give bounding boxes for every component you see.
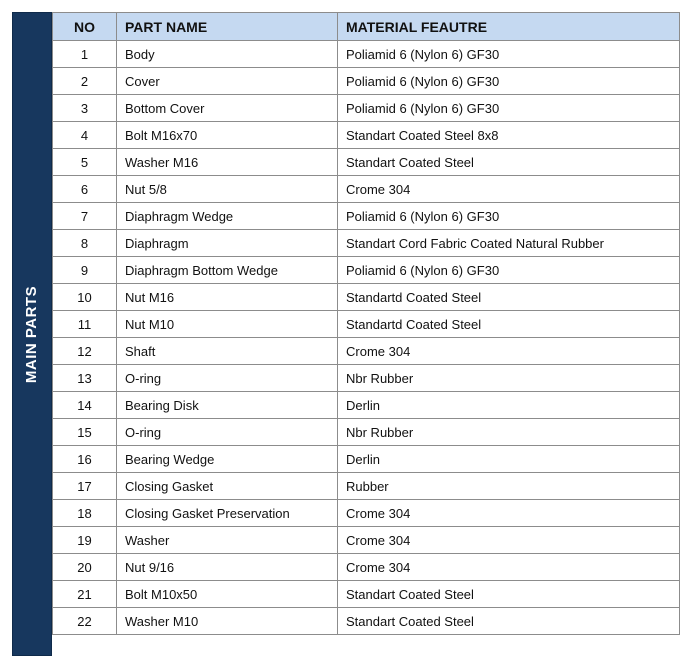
table-row [53, 473, 680, 500]
table-row [53, 338, 680, 365]
cell-part-name: Closing Gasket [117, 473, 338, 500]
table-row [53, 149, 680, 176]
parts-table [52, 12, 680, 635]
cell-material: Poliamid 6 (Nylon 6) GF30 [338, 95, 680, 122]
table-row [53, 68, 680, 95]
cell-material: Poliamid 6 (Nylon 6) GF30 [338, 257, 680, 284]
cell-no: 19 [53, 527, 117, 554]
cell-no: 1 [53, 41, 117, 68]
table-header-row [53, 13, 680, 41]
cell-part-name: O-ring [117, 419, 338, 446]
cell-material: Standart Coated Steel [338, 581, 680, 608]
cell-material: Poliamid 6 (Nylon 6) GF30 [338, 203, 680, 230]
cell-no: 21 [53, 581, 117, 608]
cell-no: 18 [53, 500, 117, 527]
cell-part-name: Diaphragm [117, 230, 338, 257]
section-sidebar [12, 12, 52, 656]
table-row [53, 608, 680, 635]
table-body [53, 41, 680, 635]
cell-part-name: Cover [117, 68, 338, 95]
cell-part-name: Washer M10 [117, 608, 338, 635]
cell-material: Standart Cord Fabric Coated Natural Rubber [338, 230, 680, 257]
table-row [53, 95, 680, 122]
table-row [53, 122, 680, 149]
table-row [53, 419, 680, 446]
table-row [53, 392, 680, 419]
table-row [53, 581, 680, 608]
cell-part-name: Bolt M10x50 [117, 581, 338, 608]
cell-part-name: Bottom Cover [117, 95, 338, 122]
cell-part-name: Diaphragm Bottom Wedge [117, 257, 338, 284]
cell-material: Crome 304 [338, 176, 680, 203]
cell-material: Crome 304 [338, 527, 680, 554]
cell-no: 2 [53, 68, 117, 95]
cell-no: 3 [53, 95, 117, 122]
cell-material: Crome 304 [338, 500, 680, 527]
cell-no: 22 [53, 608, 117, 635]
cell-no: 16 [53, 446, 117, 473]
cell-part-name: Washer M16 [117, 149, 338, 176]
cell-part-name: Body [117, 41, 338, 68]
cell-material: Poliamid 6 (Nylon 6) GF30 [338, 41, 680, 68]
table-row [53, 527, 680, 554]
cell-material: Poliamid 6 (Nylon 6) GF30 [338, 68, 680, 95]
cell-no: 11 [53, 311, 117, 338]
cell-material: Nbr Rubber [338, 365, 680, 392]
cell-part-name: Nut 5/8 [117, 176, 338, 203]
cell-part-name: Nut M10 [117, 311, 338, 338]
cell-part-name: Bolt M16x70 [117, 122, 338, 149]
header-part-name: PART NAME [117, 13, 338, 41]
cell-material: Derlin [338, 392, 680, 419]
cell-no: 5 [53, 149, 117, 176]
table-row [53, 554, 680, 581]
cell-part-name: Nut 9/16 [117, 554, 338, 581]
cell-material: Derlin [338, 446, 680, 473]
cell-material: Standartd Coated Steel [338, 311, 680, 338]
cell-material: Crome 304 [338, 338, 680, 365]
table-row [53, 203, 680, 230]
cell-part-name: Bearing Disk [117, 392, 338, 419]
cell-part-name: Bearing Wedge [117, 446, 338, 473]
table-row [53, 41, 680, 68]
cell-material: Nbr Rubber [338, 419, 680, 446]
table-row [53, 500, 680, 527]
cell-material: Standart Coated Steel 8x8 [338, 122, 680, 149]
cell-material: Standart Coated Steel [338, 608, 680, 635]
cell-no: 17 [53, 473, 117, 500]
cell-no: 10 [53, 284, 117, 311]
cell-part-name: O-ring [117, 365, 338, 392]
cell-no: 20 [53, 554, 117, 581]
cell-material: Rubber [338, 473, 680, 500]
cell-no: 7 [53, 203, 117, 230]
table-row [53, 446, 680, 473]
cell-part-name: Shaft [117, 338, 338, 365]
table-row [53, 230, 680, 257]
cell-part-name: Washer [117, 527, 338, 554]
cell-no: 4 [53, 122, 117, 149]
table-row [53, 365, 680, 392]
cell-no: 12 [53, 338, 117, 365]
cell-no: 9 [53, 257, 117, 284]
cell-no: 8 [53, 230, 117, 257]
cell-part-name: Nut M16 [117, 284, 338, 311]
cell-material: Standartd Coated Steel [338, 284, 680, 311]
table-row [53, 176, 680, 203]
cell-no: 6 [53, 176, 117, 203]
cell-no: 13 [53, 365, 117, 392]
table-row [53, 284, 680, 311]
table-row [53, 311, 680, 338]
cell-part-name: Diaphragm Wedge [117, 203, 338, 230]
section-label: MAIN PARTS [23, 285, 41, 383]
header-material: MATERIAL FEAUTRE [338, 13, 680, 41]
table-row [53, 257, 680, 284]
cell-material: Standart Coated Steel [338, 149, 680, 176]
cell-no: 14 [53, 392, 117, 419]
cell-part-name: Closing Gasket Preservation [117, 500, 338, 527]
header-no: NO [53, 13, 117, 41]
cell-no: 15 [53, 419, 117, 446]
cell-material: Crome 304 [338, 554, 680, 581]
